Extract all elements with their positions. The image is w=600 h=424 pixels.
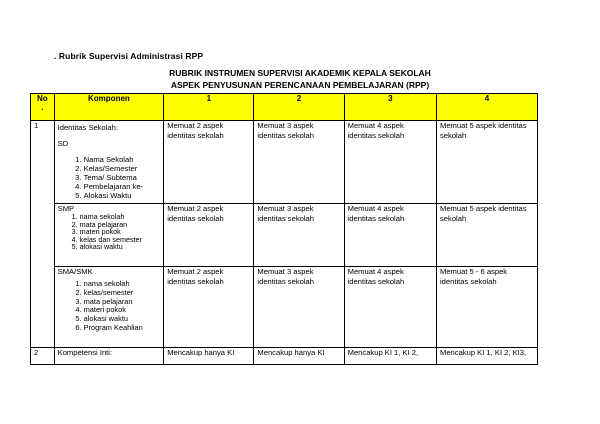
score-3-cell: Memuat 4 aspek identitas sekolah <box>344 204 436 267</box>
score-3-cell: Memuat 4 aspek identitas sekolah <box>344 121 436 204</box>
row-number: 2 <box>31 348 55 365</box>
header-score-3: 3 <box>344 94 436 121</box>
sma-aspect-list <box>58 280 161 333</box>
list-item: 2. mata pelajaran <box>80 221 161 229</box>
table-row <box>31 121 538 204</box>
header-score-4: 4 <box>437 94 538 121</box>
level-label-sma: SMA/SMK <box>57 267 93 276</box>
komponen-cell <box>54 121 164 204</box>
list-item: 1. nama sekolah <box>84 280 161 289</box>
level-label-sd: SD <box>57 139 69 148</box>
score-4-cell: Mencakup KI 1, KI 2, KI3, <box>437 348 538 365</box>
score-1-cell: Memuat 2 aspek identitas sekolah <box>164 204 254 267</box>
list-item: 4. kelas dan semester <box>80 236 161 244</box>
komponen-cell <box>54 204 164 267</box>
sd-aspect-list <box>58 155 161 200</box>
smp-aspect-list <box>58 213 161 251</box>
header-komponen: Komponen <box>54 94 164 121</box>
score-4-cell: Memuat 5 aspek identitas sekolah <box>437 204 538 267</box>
table-row <box>31 204 538 267</box>
table-header-row <box>31 94 538 121</box>
list-item: 5. alokasi waktu <box>84 315 161 324</box>
list-item: 3. Tema/ Subtema <box>84 173 161 182</box>
score-1-cell: Memuat 2 aspek identitas sekolah <box>164 121 254 204</box>
komponen-cell: Kompetensi Inti: <box>54 348 164 365</box>
list-item: 4. Pembelajaran ke- <box>84 182 161 191</box>
list-item: 5. alokasi waktu <box>80 243 161 251</box>
rubric-table <box>30 93 538 365</box>
level-label-smp: SMP <box>57 204 75 213</box>
rubric-title: RUBRIK INSTRUMEN SUPERVISI AKADEMIK KEPALA SEKOLAH <box>169 68 431 78</box>
header-score-2: 2 <box>254 94 344 121</box>
score-2-cell: Memuat 3 aspek identitas sekolah <box>254 267 344 348</box>
list-item: 2. Kelas/Semester <box>84 164 161 173</box>
list-item: 3. mata pelajaran <box>84 298 161 307</box>
table-row <box>31 348 538 365</box>
score-4-cell: Memuat 5 - 6 aspek identitas sekolah <box>437 267 538 348</box>
score-3-cell: Memuat 4 aspek identitas sekolah <box>344 267 436 348</box>
list-item: 2. kelas/semester <box>84 289 161 298</box>
header-no: No . <box>31 94 55 121</box>
score-3-cell: Mencakup KI 1, KI 2, <box>344 348 436 365</box>
list-item: 3. materi pokok <box>80 228 161 236</box>
score-2-cell: Memuat 3 aspek identitas sekolah <box>254 204 344 267</box>
document-heading: . Rubrik Supervisi Administrasi RPP <box>54 51 204 61</box>
score-2-cell: Mencakup hanya KI <box>254 348 344 365</box>
score-1-cell: Memuat 2 aspek identitas sekolah <box>164 267 254 348</box>
komponen-title: Identitas Sekolah: <box>57 123 118 132</box>
row-number: 1 <box>31 121 55 348</box>
rubric-subtitle: ASPEK PENYUSUNAN PERENCANAAN PEMBELAJARAN (RPP) <box>170 80 430 90</box>
score-4-cell: Memuat 5 aspek identitas sekolah <box>437 121 538 204</box>
score-2-cell: Memuat 3 aspek identitas sekolah <box>254 121 344 204</box>
list-item: 6. Program Keahlian <box>84 324 161 333</box>
header-score-1: 1 <box>164 94 254 121</box>
table-row <box>31 267 538 348</box>
list-item: 1. nama sekolah <box>80 213 161 221</box>
list-item: 4. materi pokok <box>84 306 161 315</box>
score-1-cell: Mencakup hanya KI <box>164 348 254 365</box>
list-item: 5. Alokasi Waktu <box>84 191 161 200</box>
komponen-cell <box>54 267 164 348</box>
list-item: 1. Nama Sekolah <box>84 155 161 164</box>
